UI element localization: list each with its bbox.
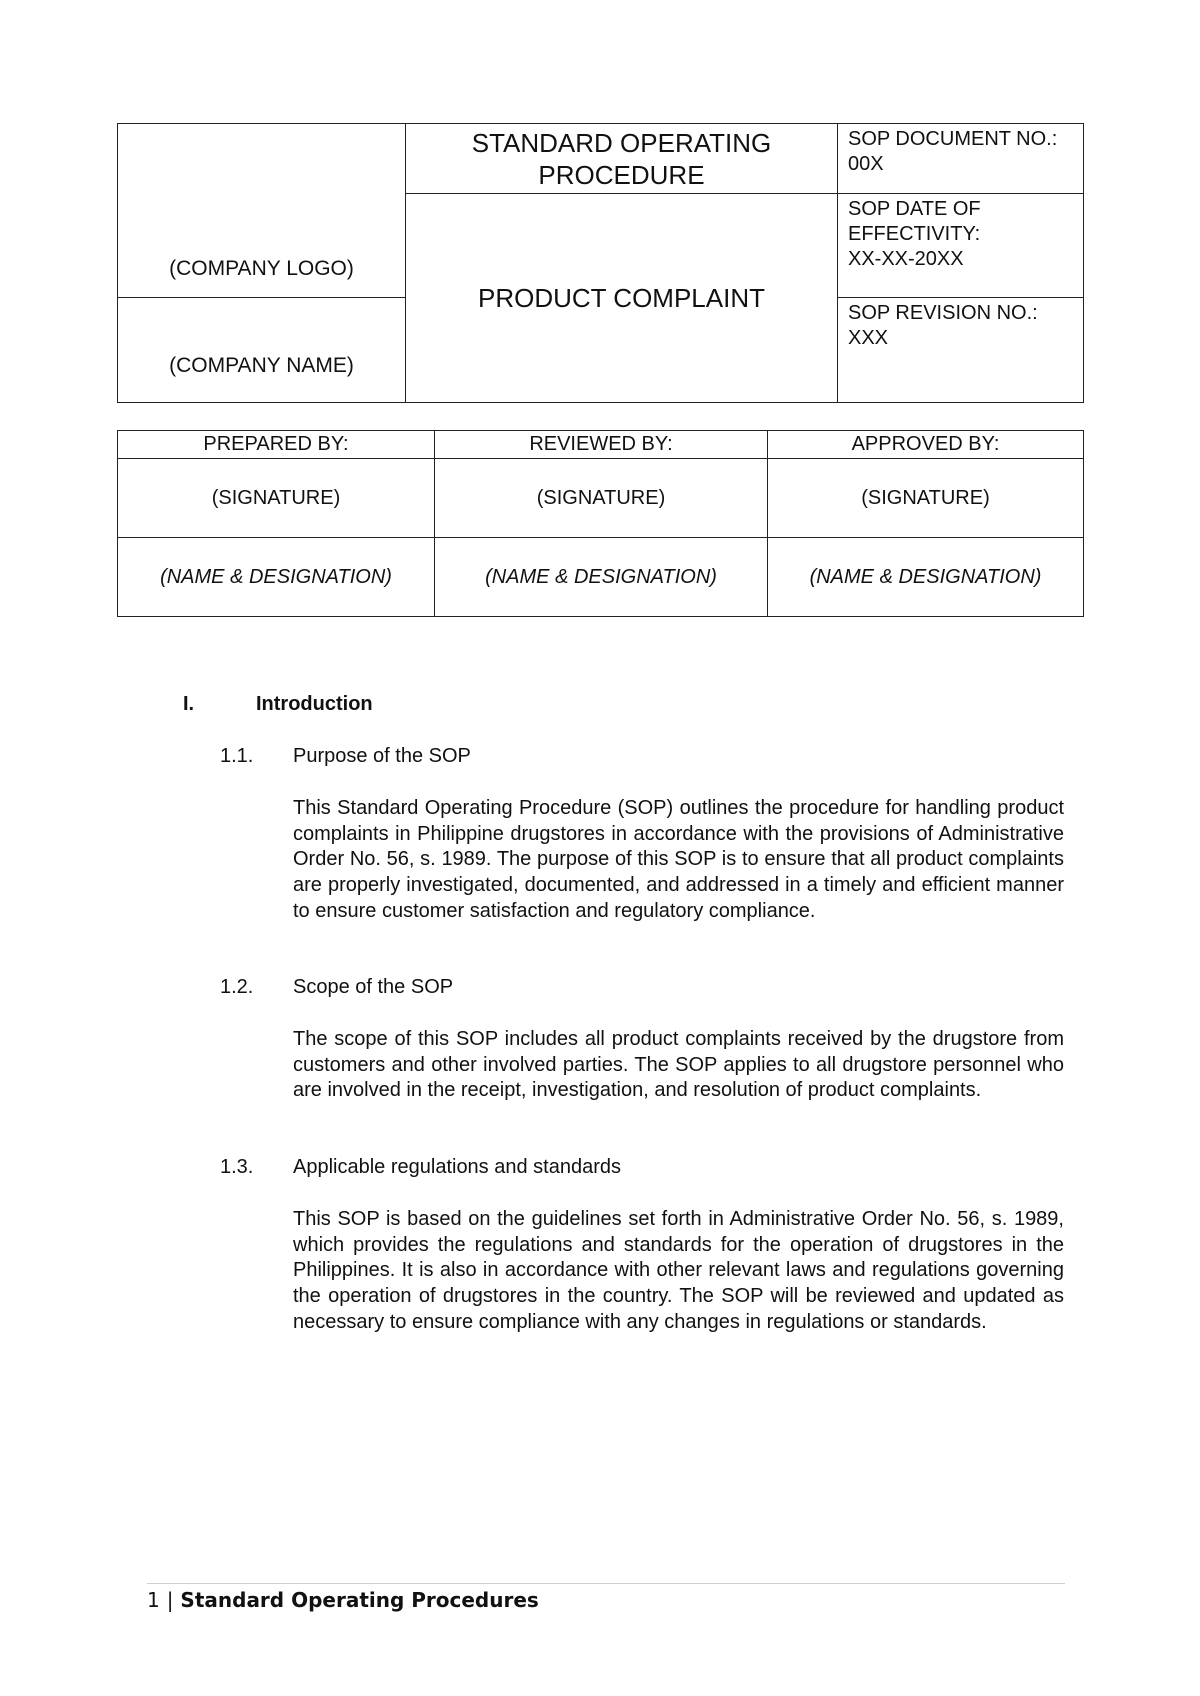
doc-number-cell (838, 124, 1084, 194)
approval-table (117, 430, 1084, 617)
title-line-2: PROCEDURE (538, 159, 705, 190)
subsection-paragraph: This Standard Operating Procedure (SOP) outlines the procedure for handling product complaints in Philippine drugstores in accordance with the provisions of Administrative Order No. 56, s. 1989. The purpose of this SOP is to ensure that all product complaints are properly investigated, documented, and addressed in a timely and efficient manner to ensure customer satisfaction and regulatory compliance. (293, 797, 1064, 922)
effectivity-date-label: SOP DATE OF EFFECTIVITY: (848, 198, 981, 245)
prepared-by-label: PREPARED BY: (118, 431, 435, 459)
prepared-signature: (SIGNATURE) (118, 459, 435, 538)
company-logo-placeholder: (COMPANY LOGO) (118, 124, 406, 298)
subsection-paragraph: The scope of this SOP includes all product complaints received by the drugstore from customers and other involved parties. The SOP applies to all drugstore personnel who are involved in the receipt, investigation, and resolution of product complaints. (293, 1028, 1064, 1102)
subsection-paragraph: This SOP is based on the guidelines set forth in Administrative Order No. 56, s. 1989, which provides the regulations and standards for the operation of drugstores in the Philippines. It is also in accordance with other relevant laws and regulations governing the operation of drugstores in the country. The SOP will be reviewed and updated as necessary to ensure compliance with any changes in regulations or standards. (293, 1208, 1064, 1333)
approved-by-label: APPROVED BY: (768, 431, 1084, 459)
title-line-1: STANDARD OPERATING (471, 127, 772, 158)
footer-text: Standard Operating Procedures (180, 1588, 539, 1612)
reviewed-signature: (SIGNATURE) (435, 459, 768, 538)
revision-value: XXX (848, 327, 889, 349)
document-type-title (406, 124, 838, 194)
subsection-number: 1.3. (220, 1156, 254, 1178)
prepared-name-designation: (NAME & DESIGNATION) (118, 538, 435, 617)
page-number: 1 (147, 1588, 160, 1612)
subsection-number: 1.2. (220, 976, 254, 998)
subsection-number: 1.1. (220, 745, 254, 767)
effectivity-date-value: XX-XX-20XX (848, 248, 964, 270)
revision-label: SOP REVISION NO.: (848, 302, 1038, 324)
doc-number-label: SOP DOCUMENT NO.: (848, 128, 1058, 150)
footer-divider (147, 1583, 1065, 1584)
approved-name-designation: (NAME & DESIGNATION) (768, 538, 1084, 617)
sop-header-table (117, 123, 1084, 403)
footer-separator: | (166, 1588, 174, 1612)
company-name-placeholder: (COMPANY NAME) (118, 298, 406, 403)
doc-number-value: 00X (848, 153, 884, 175)
subsection-title: Applicable regulations and standards (293, 1156, 621, 1178)
reviewed-by-label: REVIEWED BY: (435, 431, 768, 459)
approved-signature: (SIGNATURE) (768, 459, 1084, 538)
revision-cell (838, 298, 1084, 403)
subsection-title: Purpose of the SOP (293, 745, 471, 767)
page-footer (147, 1588, 539, 1612)
subsection-title: Scope of the SOP (293, 976, 454, 998)
reviewed-name-designation: (NAME & DESIGNATION) (435, 538, 768, 617)
effectivity-date-cell (838, 194, 1084, 298)
sop-title: PRODUCT COMPLAINT (406, 194, 838, 403)
section-heading: Introduction (256, 693, 373, 715)
section-number: I. (183, 693, 195, 715)
